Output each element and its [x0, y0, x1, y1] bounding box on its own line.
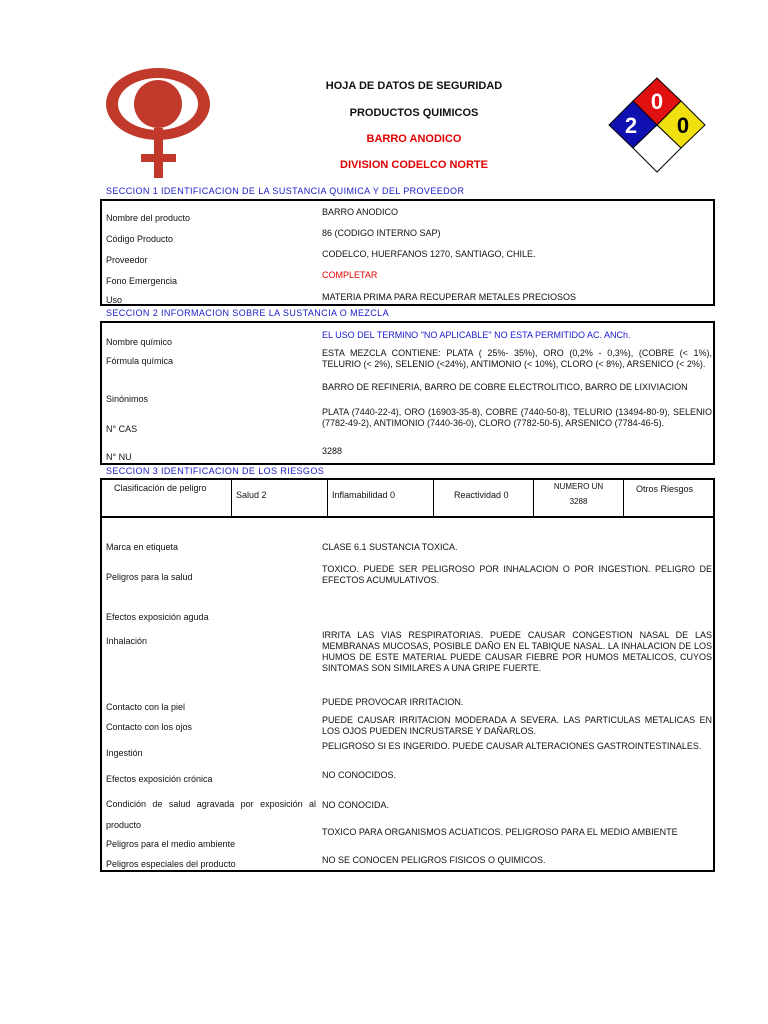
- health-rating-header: Salud 2: [232, 480, 328, 516]
- section1-heading: SECCION 1 IDENTIFICACION DE LA SUSTANCIA QUIMICA Y DEL PROVEEDOR: [106, 186, 465, 196]
- chronic-exposure-value: NO CONOCIDOS.: [322, 770, 397, 780]
- ingestion-value: PELIGROSO SI ES INGERIDO. PUEDE CAUSAR ALTERACIONES GASTROINTESTINALES.: [322, 741, 702, 751]
- nfpa-flammability-value: 0: [650, 89, 664, 114]
- product-name-label: Nombre del producto: [106, 213, 191, 223]
- cas-number-value: PLATA (7440-22-4), ORO (16903-35-8), COBRE (7440-50-8), TELURIO (13494-80-9), SELENIO (7782-49-2), ANTIMONIO (7440-36-0), CLORO (7782-50-5), ARSENICO (7784-46-5).: [322, 407, 712, 428]
- hazard-classification-header: Clasificación de peligro: [102, 480, 232, 516]
- special-hazards-value: NO SE CONOCEN PELIGROS FISICOS O QUIMICOS.: [322, 855, 546, 865]
- reactivity-rating-header: Reactividad 0: [434, 480, 534, 516]
- eye-contact-label: Contacto con los ojos: [106, 722, 193, 732]
- use-value: MATERIA PRIMA PARA RECUPERAR METALES PRECIOSOS: [322, 292, 577, 302]
- flammability-rating-header: Inflamabilidad 0: [328, 480, 434, 516]
- inhalation-label: Inhalación: [106, 636, 148, 646]
- chronic-exposure-label: Efectos exposición crónica: [106, 774, 213, 784]
- health-hazards-label: Peligros para la salud: [106, 572, 193, 582]
- chemical-name-value: EL USO DEL TERMINO "NO APLICABLE" NO ESTA PERMITIDO AC. ANCh.: [322, 330, 631, 340]
- product-code-value: 86 (CODIGO INTERNO SAP): [322, 228, 441, 238]
- nfpa-reactivity-value: 0: [676, 113, 690, 138]
- chemical-name-label: Nombre químico: [106, 337, 173, 347]
- use-label: Uso: [106, 295, 123, 305]
- document-title: HOJA DE DATOS DE SEGURIDAD: [325, 80, 503, 92]
- aggravated-condition-value: NO CONOCIDA.: [322, 800, 390, 810]
- codelco-logo: [104, 62, 216, 180]
- product-name-value: BARRO ANODICO: [322, 207, 399, 217]
- cas-number-label: N° CAS: [106, 424, 138, 434]
- acute-exposure-label: Efectos exposición aguda: [106, 612, 209, 622]
- other-risks-header: Otros Riesgos: [636, 484, 694, 494]
- eye-contact-value: PUEDE CAUSAR IRRITACION MODERADA A SEVERA. LAS PARTICULAS METALICAS EN LOS OJOS PUEDEN INCRUSTARSE Y DAÑARLOS.: [322, 715, 712, 736]
- product-name-title: BARRO ANODICO: [366, 133, 462, 145]
- un-number-header-value: 3288: [569, 497, 588, 506]
- section2-table: [100, 321, 715, 465]
- ingestion-label: Ingestión: [106, 748, 143, 758]
- health-hazards-value: TOXICO. PUEDE SER PELIGROSO POR INHALACION O POR INGESTION. PELIGRO DE EFECTOS ACUMULATIVOS.: [322, 564, 712, 585]
- emergency-phone-label: Fono Emergencia: [106, 276, 178, 286]
- label-marking-value: CLASE 6.1 SUSTANCIA TOXICA.: [322, 542, 458, 552]
- supplier-label: Proveedor: [106, 255, 148, 265]
- aggravated-condition-label: Condición de salud agravada por exposición al producto: [106, 799, 316, 830]
- document-subtitle: PRODUCTOS QUIMICOS: [349, 107, 479, 119]
- environmental-hazards-value: TOXICO PARA ORGANISMOS ACUATICOS. PELIGROSO PARA EL MEDIO AMBIENTE: [322, 827, 678, 837]
- environmental-hazards-label: Peligros para el medio ambiente: [106, 839, 236, 849]
- nfpa-health-value: 2: [624, 113, 638, 138]
- synonyms-label: Sinónimos: [106, 394, 149, 404]
- division-title: DIVISION CODELCO NORTE: [340, 159, 488, 171]
- special-hazards-label: Peligros especiales del producto: [106, 859, 236, 869]
- un-number-value: 3288: [322, 446, 343, 456]
- inhalation-value: IRRITA LAS VIAS RESPIRATORIAS. PUEDE CAUSAR CONGESTION NASAL DE LAS MEMBRANAS MUCOSAS, POSIBLE DAÑO EN EL TABIQUE NASAL. LA INHALACION DE LOS HUMOS DE ESTE MATERIAL PUEDE CAUSAR FIEBRE POR HUMOS METALICOS, CUYOS SINTOMAS SON SIMILARES A UNA GRIPE FUERTE.: [322, 630, 712, 673]
- nfpa-diamond: [604, 76, 710, 174]
- section1-table: [100, 199, 715, 306]
- header-divider: [102, 516, 713, 518]
- section2-heading: SECCION 2 INFORMACION SOBRE LA SUSTANCIA O MEZCLA: [106, 308, 389, 318]
- un-number-header: NUMERO UN 3288: [534, 480, 624, 516]
- product-code-label: Código Producto: [106, 234, 174, 244]
- chemical-formula-value: ESTA MEZCLA CONTIENE: PLATA ( 25%- 35%), ORO (0,2% - 0,3%), (COBRE (< 1%), TELURIO (< 2%), SELENIO (<24%), ANTIMONIO (< 10%), CLORO (< 8%), ARSENICO (< 2%).: [322, 348, 712, 369]
- skin-contact-value: PUEDE PROVOCAR IRRITACION.: [322, 697, 464, 707]
- synonyms-value: BARRO DE REFINERIA, BARRO DE COBRE ELECTROLITICO, BARRO DE LIXIVIACION: [322, 382, 688, 392]
- chemical-formula-label: Fórmula química: [106, 356, 174, 366]
- emergency-phone-value: COMPLETAR: [322, 270, 378, 280]
- section3-heading: SECCION 3 IDENTIFICACION DE LOS RIESGOS: [106, 466, 325, 476]
- label-marking-label: Marca en etiqueta: [106, 542, 179, 552]
- un-number-label: N° NU: [106, 452, 132, 462]
- section3-table: [100, 478, 715, 872]
- supplier-value: CODELCO, HUERFANOS 1270, SANTIAGO, CHILE.: [322, 249, 536, 259]
- skin-contact-label: Contacto con la piel: [106, 702, 186, 712]
